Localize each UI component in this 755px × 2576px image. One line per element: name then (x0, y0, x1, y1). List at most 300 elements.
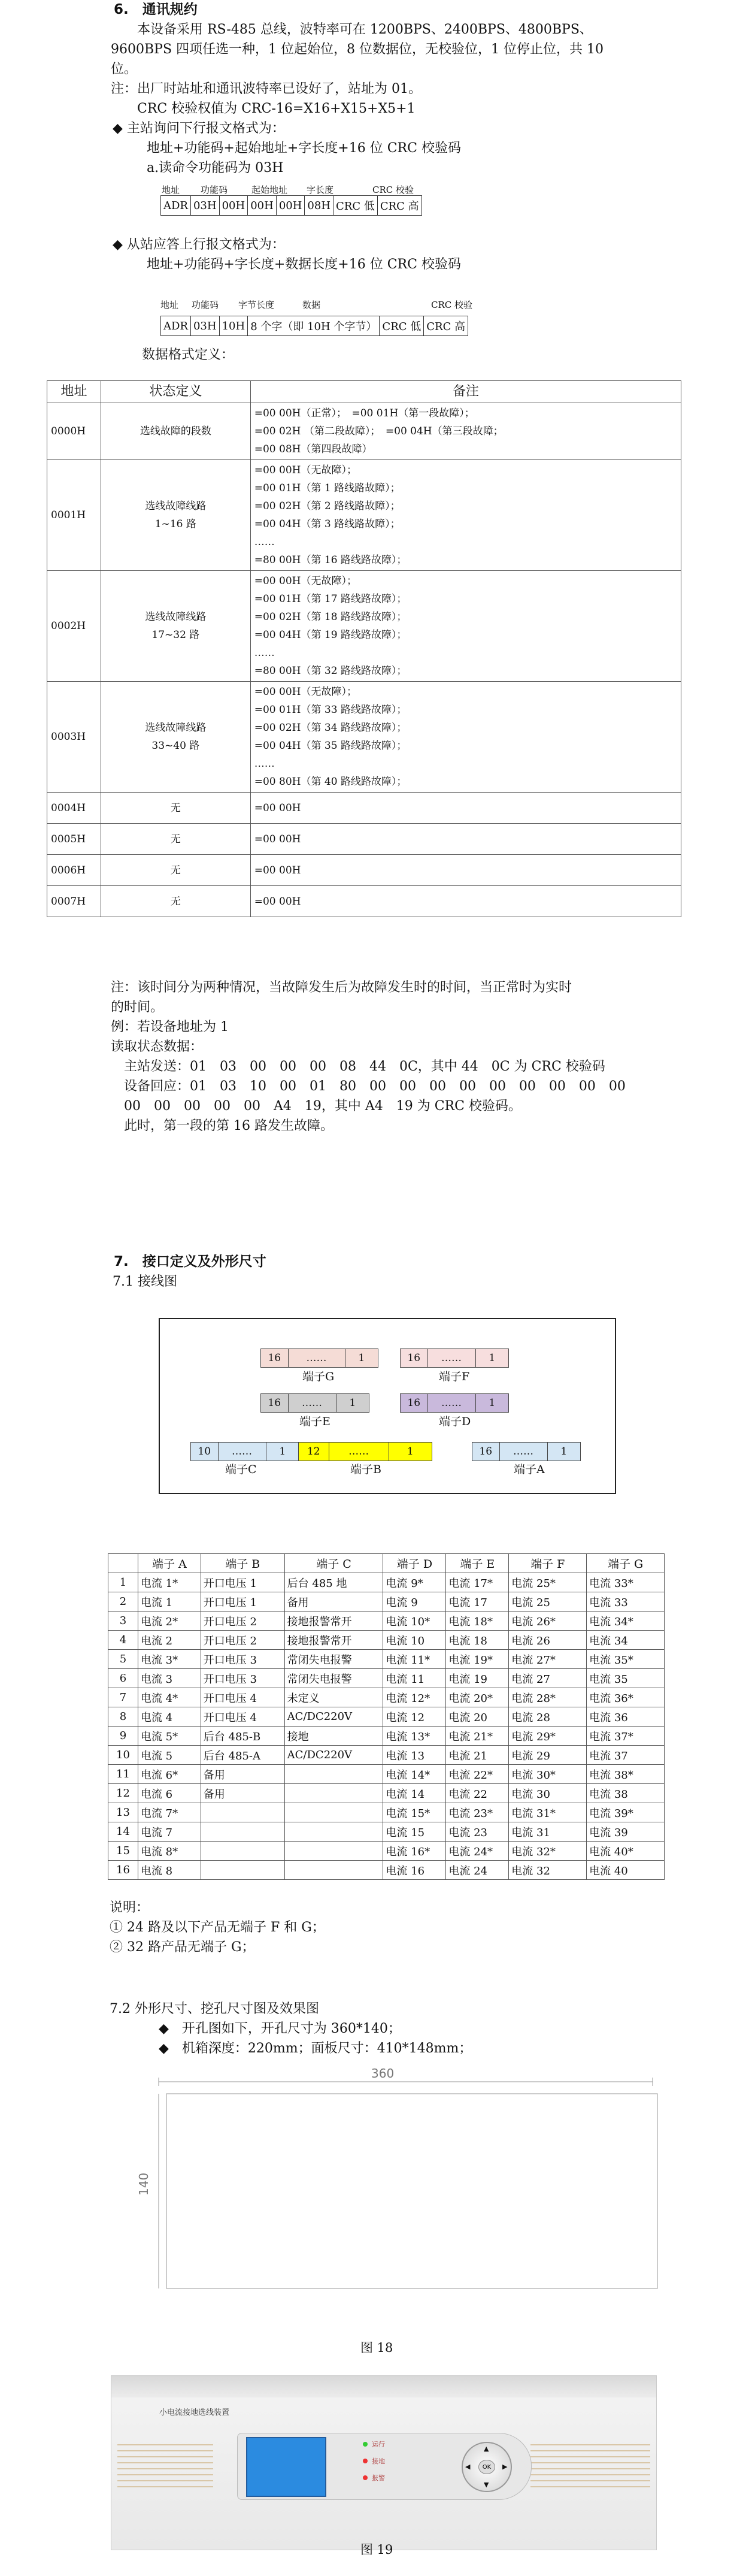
status-note-line: =00 04H（第 19 路线路故障）； (254, 629, 407, 641)
conn-cell: 电流 14 (383, 1784, 446, 1803)
status-note-line: =00 00H (254, 864, 301, 876)
conn-cell: 电流 18 (446, 1631, 509, 1650)
conn-row (108, 1746, 665, 1765)
conn-cell: 5 (108, 1650, 138, 1669)
terminal-a-start: 16 (472, 1443, 500, 1461)
status-state: 选线故障线路 1~16 路 (101, 460, 250, 571)
status-notes (250, 682, 681, 793)
status-row (47, 571, 681, 682)
status-addr: 0000H (47, 403, 101, 460)
conn-cell: 电流 28* (509, 1688, 587, 1707)
figure-19-caption: 图 19 (360, 2542, 393, 2557)
status-row (47, 824, 681, 855)
nav-keypad[interactable] (462, 2442, 512, 2492)
example-2: 读取状态数据： (111, 1039, 204, 1054)
host-cell: 03H (190, 196, 219, 216)
conn-cell: 电流 26 (509, 1631, 587, 1650)
conn-cell: 9 (108, 1727, 138, 1746)
slave-hdr-0: 地址 (160, 300, 179, 310)
section-7-title: 7. 接口定义及外形尺寸 (114, 1254, 266, 1269)
para-4: 注：出厂时站址和通讯波特率已设好了，站址为 01。 (111, 81, 422, 96)
conn-cell: 电流 12* (383, 1688, 446, 1707)
note-2: 的时间。 (111, 1000, 164, 1015)
conn-cell: 10 (108, 1746, 138, 1765)
conn-row (108, 1765, 665, 1784)
host-hdr-3: 字长度 (307, 185, 334, 195)
conn-head: 端子 C (284, 1554, 383, 1573)
conn-cell: 11 (108, 1765, 138, 1784)
conn-row (108, 1631, 665, 1650)
conn-head: 端子 B (201, 1554, 284, 1573)
conn-cell: 电流 5 (138, 1746, 201, 1765)
conn-cell: 电流 18* (446, 1611, 509, 1631)
status-notes (250, 855, 681, 886)
conn-cell: 电流 22 (446, 1784, 509, 1803)
conn-cell: 电流 27 (509, 1669, 587, 1688)
conn-cell: 开口电压 4 (201, 1688, 284, 1707)
format-title: 数据格式定义： (129, 347, 235, 362)
terminal-f-label: 端子F (439, 1370, 470, 1383)
terminal-f-start: 16 (401, 1349, 428, 1367)
conn-head (108, 1554, 138, 1573)
conn-cell: 16 (108, 1861, 138, 1880)
para-2: 9600BPS 四项任选一种，1 位起始位，8 位数据位，无校验位，1 位停止位，共 10 (111, 42, 604, 57)
host-cell: CRC 高 (377, 196, 422, 216)
conn-cell: 13 (108, 1803, 138, 1822)
status-state: 无 (101, 855, 250, 886)
terminal-c-dots: …… (219, 1443, 266, 1461)
status-note-line: =00 04H（第 3 路线路故障）； (254, 518, 401, 530)
status-note-line: =00 01H（第 17 路线路故障）； (254, 593, 407, 605)
conn-cell: 开口电压 4 (201, 1707, 284, 1727)
conn-cell: 电流 1* (138, 1573, 201, 1592)
conn-cell: 电流 11* (383, 1650, 446, 1669)
conn-cell: 电流 9 (383, 1592, 446, 1611)
conn-cell: 电流 2* (138, 1611, 201, 1631)
conn-cell: 电流 34* (587, 1611, 665, 1631)
conn-cell: 电流 36 (587, 1707, 665, 1727)
conn-head: 端子 F (509, 1554, 587, 1573)
conn-cell: 电流 4 (138, 1707, 201, 1727)
host-head: ◆ 主站询问下行报文格式为： (113, 121, 285, 136)
conn-head: 端子 G (587, 1554, 665, 1573)
conn-row (108, 1803, 665, 1822)
conn-cell: 开口电压 1 (201, 1573, 284, 1592)
para-1: 本设备采用 RS-485 总线，波特率可在 1200BPS、2400BPS、4800BPS、 (111, 22, 593, 37)
host-cell: CRC 低 (333, 196, 378, 216)
status-note-line: =00 02H（第 34 路线路故障）； (254, 722, 407, 734)
conn-row (108, 1688, 665, 1707)
conn-cell: 电流 39* (587, 1803, 665, 1822)
conn-cell: 电流 21* (446, 1727, 509, 1746)
terminal-f-dots: …… (428, 1349, 476, 1367)
para-5: CRC 校验权值为 CRC-16=X16+X15+X5+1 (111, 101, 416, 116)
conn-head: 端子 E (446, 1554, 509, 1573)
status-note-line: =00 00H（无故障）； (254, 575, 357, 587)
conn-cell: 电流 29* (509, 1727, 587, 1746)
status-notes (250, 571, 681, 682)
status-notes (250, 793, 681, 824)
conn-row (108, 1784, 665, 1803)
conn-cell (201, 1822, 284, 1842)
conn-row (108, 1822, 665, 1842)
conn-cell: 电流 39 (587, 1822, 665, 1842)
conn-cell (201, 1861, 284, 1880)
status-state: 无 (101, 886, 250, 917)
terminal-e-label: 端子E (299, 1415, 330, 1428)
status-notes (250, 886, 681, 917)
terminal-b-start: 12 (299, 1443, 329, 1461)
section-7-1-title: 7.1 接线图 (113, 1274, 177, 1289)
conn-cell: 电流 33* (587, 1573, 665, 1592)
terminal-g-start: 16 (261, 1349, 289, 1367)
bullet-1: ◆ 开孔图如下，开孔尺寸为 360*140； (159, 2021, 401, 2036)
conn-cell: 电流 10 (383, 1631, 446, 1650)
conn-cell: 电流 30 (509, 1784, 587, 1803)
slave-cell: 8 个字（即 10H 个字节） (248, 316, 380, 336)
status-notes (250, 403, 681, 460)
terminal-e-block (260, 1393, 369, 1413)
terminal-a-dots: …… (500, 1443, 548, 1461)
conn-cell: 电流 2 (138, 1631, 201, 1650)
slave-hdr-4: CRC 校验 (431, 300, 473, 310)
host-hdr-0: 地址 (162, 185, 180, 195)
status-addr: 0007H (47, 886, 101, 917)
conn-cell: 电流 12 (383, 1707, 446, 1727)
conn-cell: 电流 23* (446, 1803, 509, 1822)
status-notes (250, 824, 681, 855)
terminal-a-label: 端子A (514, 1463, 545, 1476)
status-note-line: =00 00H（无故障）； (254, 686, 357, 698)
conn-cell: 电流 9* (383, 1573, 446, 1592)
conn-row (108, 1669, 665, 1688)
host-cell: 00H (248, 196, 277, 216)
host-format: 地址+功能码+起始地址+字长度+16 位 CRC 校验码 (147, 141, 461, 156)
terminal-f-block (400, 1349, 509, 1368)
status-row (47, 793, 681, 824)
terminal-b-label: 端子B (350, 1463, 381, 1476)
slave-cell: CRC 低 (380, 316, 424, 336)
terminal-e-start: 16 (261, 1394, 289, 1412)
terminal-d-start: 16 (401, 1394, 428, 1412)
conn-cell: 15 (108, 1842, 138, 1861)
conn-cell: 电流 17 (446, 1592, 509, 1611)
terminal-b-dots: …… (329, 1443, 389, 1461)
conn-cell: 电流 37* (587, 1727, 665, 1746)
slave-hdr-3: 数据 (302, 300, 321, 310)
device-title: 小电流接地选线装置 (159, 2408, 230, 2417)
conn-cell: 电流 35* (587, 1650, 665, 1669)
conn-row (108, 1861, 665, 1880)
host-sub: a.读命令功能码为 03H (147, 161, 284, 176)
example-3: 主站发送：01 03 00 00 00 08 44 0C，其中 44 0C 为 CRC 校验码 (111, 1059, 605, 1074)
lcd-screen (246, 2437, 326, 2497)
terminal-f-end: 1 (489, 1352, 496, 1364)
conn-cell: 电流 13 (383, 1746, 446, 1765)
conn-cell: 电流 11 (383, 1669, 446, 1688)
conn-cell: 电流 24* (446, 1842, 509, 1861)
conn-row (108, 1592, 665, 1611)
conn-cell: 电流 25* (509, 1573, 587, 1592)
cutout-drawing (138, 2061, 659, 2300)
conn-cell: 电流 37 (587, 1746, 665, 1765)
panel-top-bar (111, 2376, 656, 2397)
host-hdr-4: CRC 校验 (372, 185, 414, 195)
terminal-g-block (260, 1349, 378, 1368)
led-ground-label: 接地 (372, 2457, 385, 2465)
terminal-d-dots: …… (428, 1394, 476, 1412)
conn-cell (284, 1784, 383, 1803)
slave-hdr-2: 字节长度 (238, 300, 275, 310)
status-head-notes: 备注 (250, 381, 681, 403)
conn-row (108, 1842, 665, 1861)
conn-cell: 后台 485-B (201, 1727, 284, 1746)
terminal-d-label: 端子D (439, 1415, 471, 1428)
left-arrow-icon[interactable]: ◀ (465, 2463, 471, 2471)
status-row (47, 403, 681, 460)
status-addr: 0002H (47, 571, 101, 682)
led-run-icon (363, 2442, 368, 2447)
conn-head: 端子 A (138, 1554, 201, 1573)
conn-head: 端子 D (383, 1554, 446, 1573)
status-note-line: …… (254, 536, 275, 548)
conn-cell: 电流 14* (383, 1765, 446, 1784)
dim-height-label: 140 (137, 2172, 151, 2196)
terminal-c-label: 端子C (225, 1463, 257, 1476)
conn-cell: 电流 26* (509, 1611, 587, 1631)
status-head-addr: 地址 (47, 381, 101, 403)
status-note-line: =00 02H （第二段故障）； =00 04H（第三段故障； (254, 425, 504, 437)
conn-cell: 电流 16* (383, 1842, 446, 1861)
status-state: 无 (101, 793, 250, 824)
conn-cell: AC/DC220V (284, 1707, 383, 1727)
status-addr: 0001H (47, 460, 101, 571)
down-arrow-icon[interactable]: ▼ (484, 2481, 489, 2489)
conn-cell: 电流 24 (446, 1861, 509, 1880)
section-7-2-title: 7.2 外形尺寸、挖孔尺寸图及效果图 (110, 2001, 319, 2016)
conn-cell: 电流 17* (446, 1573, 509, 1592)
conn-cell: 电流 30* (509, 1765, 587, 1784)
device-panel (111, 2375, 657, 2550)
conn-cell: 电流 6* (138, 1765, 201, 1784)
conn-cell: 电流 22* (446, 1765, 509, 1784)
status-addr: 0005H (47, 824, 101, 855)
conn-cell: 电流 32 (509, 1861, 587, 1880)
slave-cell: 03H (190, 316, 219, 336)
led-ground-icon (363, 2459, 368, 2463)
conn-cell: 电流 8* (138, 1842, 201, 1861)
para-3: 位。 (111, 62, 138, 77)
figure-18-caption: 图 18 (360, 2341, 393, 2355)
status-state: 选线故障的段数 (101, 403, 250, 460)
status-note-line: =00 00H（正常）； =00 01H（第一段故障）； (254, 407, 475, 419)
slave-hdr-1: 功能码 (192, 300, 219, 310)
slave-frame-table (160, 316, 468, 336)
conn-cell: 电流 10* (383, 1611, 446, 1631)
conn-row (108, 1727, 665, 1746)
status-row (47, 460, 681, 571)
conn-cell: 未定义 (284, 1688, 383, 1707)
conn-cell: 电流 8 (138, 1861, 201, 1880)
status-note-line: =00 02H（第 2 路线路故障）； (254, 500, 401, 512)
conn-cell: 电流 15* (383, 1803, 446, 1822)
conn-cell: 3 (108, 1611, 138, 1631)
conn-cell: 4 (108, 1631, 138, 1650)
terminal-d-block (400, 1393, 509, 1413)
conn-cell: 12 (108, 1784, 138, 1803)
terminal-g-end: 1 (358, 1352, 365, 1364)
conn-cell: 电流 28 (509, 1707, 587, 1727)
conn-row (108, 1611, 665, 1631)
conn-cell: 开口电压 3 (201, 1669, 284, 1688)
status-note-line: =00 80H（第 40 路线路故障）； (254, 776, 407, 788)
section-6-title: 6. 通讯规约 (114, 2, 198, 17)
host-cell: 00H (219, 196, 248, 216)
host-hdr-1: 功能码 (201, 185, 228, 195)
example-1: 例：若设备地址为 1 (111, 1020, 229, 1035)
terminal-c-start: 10 (191, 1443, 219, 1461)
conn-cell: 电流 20 (446, 1707, 509, 1727)
status-state: 选线故障线路 17~32 路 (101, 571, 250, 682)
conn-cell (284, 1842, 383, 1861)
slave-cell: ADR (161, 316, 191, 336)
led-alarm-label: 报警 (372, 2474, 385, 2482)
conn-cell: 8 (108, 1707, 138, 1727)
conn-cell: 电流 40 (587, 1861, 665, 1880)
terminal-b-end: 1 (407, 1446, 414, 1458)
conn-cell: 2 (108, 1592, 138, 1611)
conn-cell: 电流 21 (446, 1746, 509, 1765)
status-addr: 0006H (47, 855, 101, 886)
conn-cell: 1 (108, 1573, 138, 1592)
status-addr: 0003H (47, 682, 101, 793)
explain-1: ① 24 路及以下产品无端子 F 和 G； (110, 1920, 325, 1935)
conn-cell: 电流 38 (587, 1784, 665, 1803)
conn-cell: 电流 34 (587, 1631, 665, 1650)
up-arrow-icon[interactable]: ▲ (484, 2445, 489, 2453)
conn-cell: 开口电压 2 (201, 1611, 284, 1631)
conn-cell (284, 1765, 383, 1784)
right-arrow-icon[interactable]: ▶ (502, 2463, 508, 2471)
status-note-line: =80 00H（第 32 路线路故障）； (254, 665, 407, 677)
conn-cell: 电流 29 (509, 1746, 587, 1765)
status-note-line: =00 01H（第 1 路线路故障）； (254, 482, 401, 494)
conn-cell: 电流 15 (383, 1822, 446, 1842)
conn-cell (284, 1822, 383, 1842)
conn-cell: 电流 3 (138, 1669, 201, 1688)
conn-cell: 备用 (201, 1765, 284, 1784)
conn-cell: 常闭失电报警 (284, 1650, 383, 1669)
conn-cell: 接地报警常开 (284, 1611, 383, 1631)
cutout-rect (166, 2094, 657, 2288)
ok-button[interactable]: OK (478, 2460, 495, 2474)
terminal-b-block (298, 1442, 432, 1461)
conn-cell: 开口电压 1 (201, 1592, 284, 1611)
example-5: 00 00 00 00 00 A4 19，其中 A4 19 为 CRC 校验码。 (111, 1099, 521, 1114)
conn-cell: 电流 13* (383, 1727, 446, 1746)
host-hdr-2: 起始地址 (251, 185, 288, 195)
conn-cell: 后台 485 地 (284, 1573, 383, 1592)
status-state: 选线故障线路 33~40 路 (101, 682, 250, 793)
status-note-line: =00 00H (254, 895, 301, 908)
led-alarm-icon (363, 2475, 368, 2480)
conn-cell: 开口电压 2 (201, 1631, 284, 1650)
conn-cell: 电流 6 (138, 1784, 201, 1803)
host-frame-table (160, 195, 422, 216)
conn-cell: 备用 (284, 1592, 383, 1611)
conn-cell: 电流 33 (587, 1592, 665, 1611)
conn-cell: 电流 38* (587, 1765, 665, 1784)
slave-cell: CRC 高 (424, 316, 468, 336)
conn-cell: 常闭失电报警 (284, 1669, 383, 1688)
conn-cell: 备用 (201, 1784, 284, 1803)
conn-cell: 电流 23 (446, 1822, 509, 1842)
conn-cell: 电流 7 (138, 1822, 201, 1842)
terminal-a-end: 1 (560, 1446, 568, 1458)
conn-cell: 后台 485-A (201, 1746, 284, 1765)
status-note-line: =00 00H (254, 833, 301, 845)
conn-cell: 电流 40* (587, 1842, 665, 1861)
terminal-c-block (190, 1442, 299, 1461)
conn-cell: 接地报警常开 (284, 1631, 383, 1650)
terminal-g-label: 端子G (302, 1370, 335, 1383)
status-note-line: =00 00H（无故障）； (254, 464, 357, 476)
conn-cell: 6 (108, 1669, 138, 1688)
slave-format: 地址+功能码+字长度+数据长度+16 位 CRC 校验码 (147, 257, 461, 272)
conn-cell (201, 1842, 284, 1861)
status-head-state: 状态定义 (101, 381, 250, 403)
slave-head: ◆ 从站应答上行报文格式为： (113, 237, 285, 252)
led-run-label: 运行 (372, 2441, 385, 2448)
status-note-line: =80 00H（第 16 路线路故障）； (254, 554, 407, 566)
conn-cell: 电流 25 (509, 1592, 587, 1611)
status-addr: 0004H (47, 793, 101, 824)
conn-cell: 电流 1 (138, 1592, 201, 1611)
host-cell: ADR (161, 196, 191, 216)
status-note-line: =00 00H (254, 802, 301, 814)
conn-cell: AC/DC220V (284, 1746, 383, 1765)
host-cell: 00H (276, 196, 305, 216)
conn-row (108, 1707, 665, 1727)
status-row (47, 682, 681, 793)
status-note-line: …… (254, 758, 275, 770)
conn-cell: 接地 (284, 1727, 383, 1746)
conn-cell: 电流 19* (446, 1650, 509, 1669)
example-6: 此时，第一段的第 16 路发生故障。 (111, 1118, 333, 1133)
conn-cell: 电流 35 (587, 1669, 665, 1688)
conn-cell: 14 (108, 1822, 138, 1842)
conn-cell: 开口电压 3 (201, 1650, 284, 1669)
explain-2: ② 32 路产品无端子 G； (110, 1940, 255, 1955)
conn-cell: 电流 36* (587, 1688, 665, 1707)
conn-cell: 电流 7* (138, 1803, 201, 1822)
dim-width-label: 360 (371, 2066, 395, 2081)
terminal-e-dots: …… (289, 1394, 336, 1412)
conn-cell: 电流 27* (509, 1650, 587, 1669)
terminal-c-end: 1 (279, 1446, 286, 1458)
terminal-a-block (472, 1442, 581, 1461)
conn-row (108, 1573, 665, 1592)
status-note-line: …… (254, 647, 275, 659)
status-row (47, 886, 681, 917)
slave-cell: 10H (219, 316, 248, 336)
conn-cell: 电流 5* (138, 1727, 201, 1746)
conn-cell: 电流 3* (138, 1650, 201, 1669)
conn-cell: 电流 20* (446, 1688, 509, 1707)
status-note-line: =00 01H（第 33 路线路故障）； (254, 704, 407, 716)
status-row (47, 855, 681, 886)
note-1: 注：该时间分为两种情况，当故障发生后为故障发生时的时间，当正常时为实时 (111, 980, 572, 995)
